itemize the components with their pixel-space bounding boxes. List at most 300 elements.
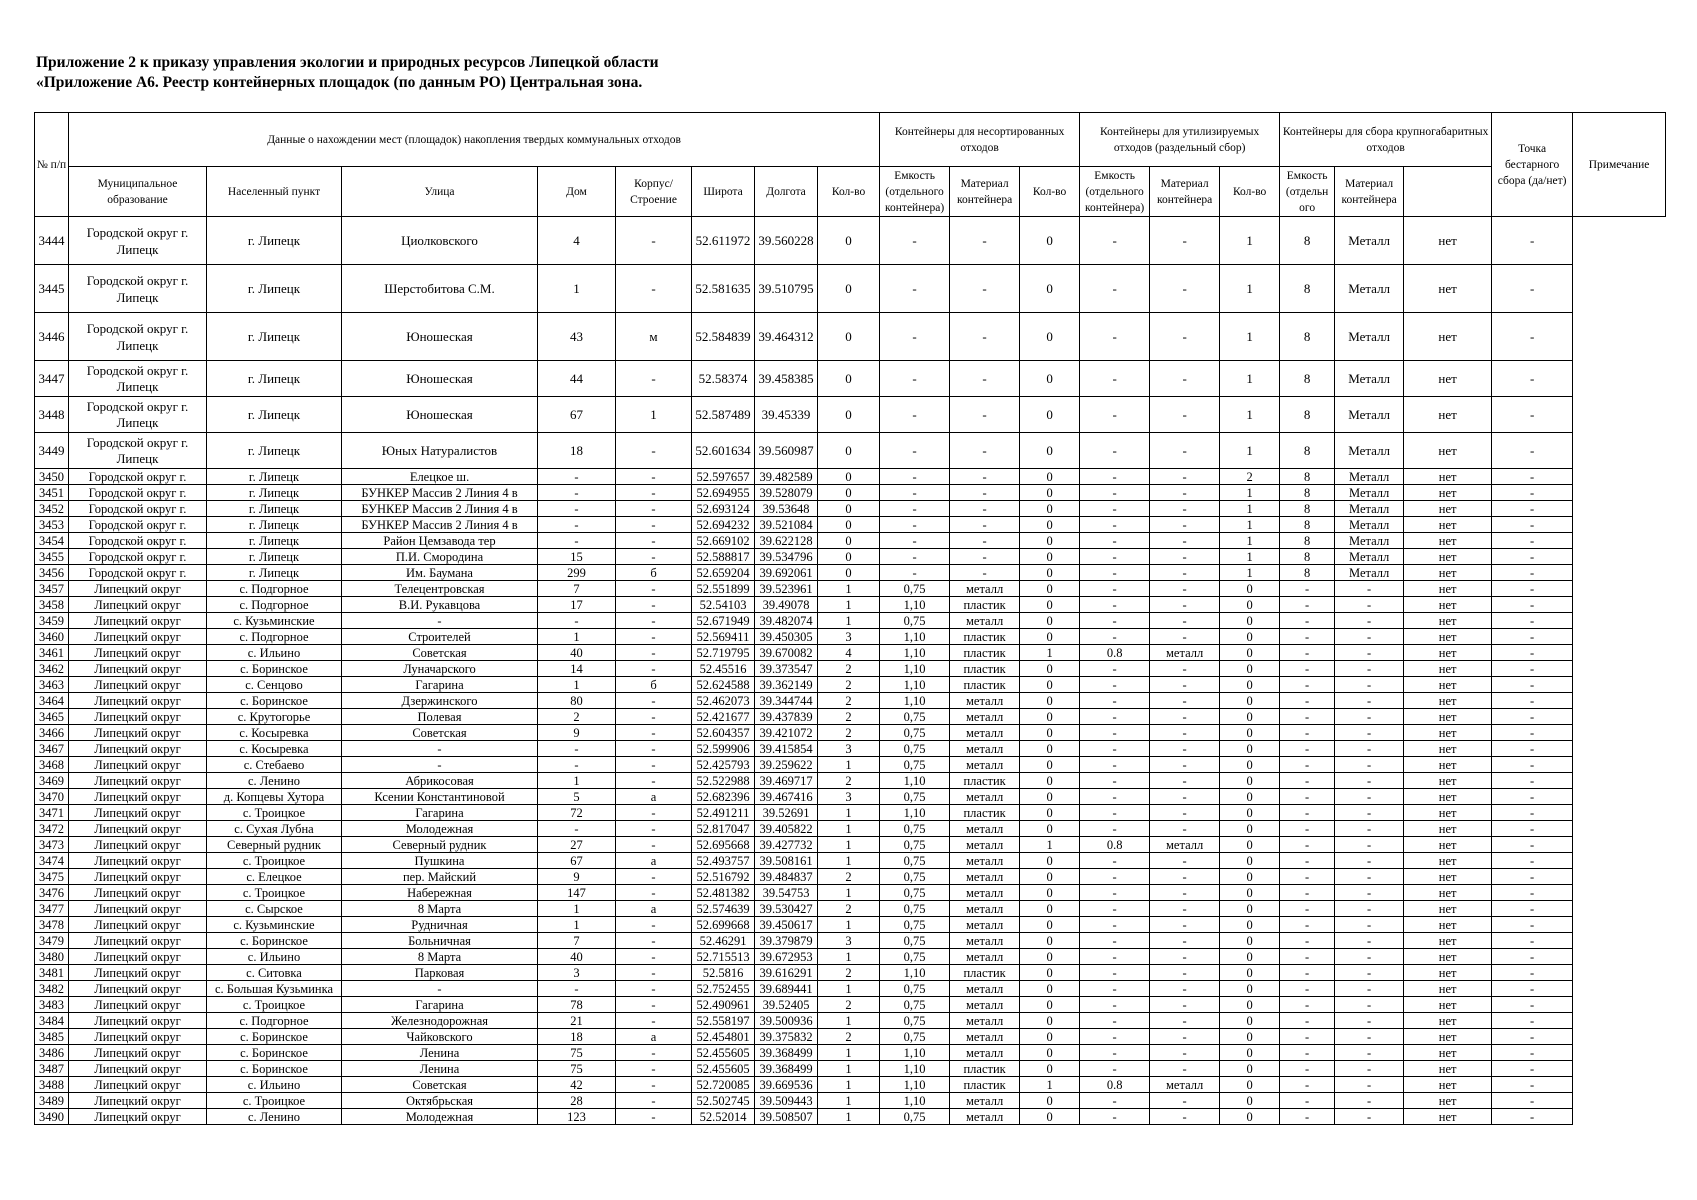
cell-bagless-point: нет: [1404, 821, 1492, 837]
cell-building: а: [616, 853, 692, 869]
cell-latitude: 52.719795: [692, 645, 755, 661]
cell-unsorted-capacity: -: [880, 469, 950, 485]
cell-recycle-material: -: [1150, 981, 1220, 997]
cell-row-num: 3472: [35, 821, 69, 837]
cell-bulky-qty: 1: [1220, 313, 1280, 361]
cell-bagless-point: нет: [1404, 741, 1492, 757]
cell-house: 40: [538, 645, 616, 661]
cell-bulky-qty: 1: [1220, 361, 1280, 397]
cell-bagless-point: нет: [1404, 597, 1492, 613]
cell-building: б: [616, 677, 692, 693]
cell-longitude: 39.52691: [755, 805, 818, 821]
cell-street: Полевая: [342, 709, 538, 725]
cell-building: -: [616, 1061, 692, 1077]
cell-recycle-capacity: -: [1080, 1093, 1150, 1109]
cell-municipality: Липецкий округ: [69, 997, 207, 1013]
cell-recycle-capacity: -: [1080, 997, 1150, 1013]
cell-recycle-capacity: -: [1080, 217, 1150, 265]
unsorted-material-header: Материал контейнера: [950, 167, 1020, 217]
cell-house: -: [538, 517, 616, 533]
cell-bulky-qty: 0: [1220, 581, 1280, 597]
cell-recycle-material: -: [1150, 661, 1220, 677]
cell-unsorted-qty: 0: [818, 501, 880, 517]
settlement-header: Населенный пункт: [207, 167, 342, 217]
cell-bulky-qty: 0: [1220, 645, 1280, 661]
cell-bulky-qty: 0: [1220, 741, 1280, 757]
cell-house: -: [538, 533, 616, 549]
cell-row-num: 3458: [35, 597, 69, 613]
cell-recycle-material: -: [1150, 1109, 1220, 1125]
cell-note: -: [1492, 709, 1573, 725]
cell-note: -: [1492, 1077, 1573, 1093]
cell-row-num: 3449: [35, 433, 69, 469]
cell-bagless-point: нет: [1404, 469, 1492, 485]
cell-bulky-material: Металл: [1335, 501, 1404, 517]
cell-house: 28: [538, 1093, 616, 1109]
cell-building: -: [616, 821, 692, 837]
cell-bulky-capacity: -: [1280, 757, 1335, 773]
cell-latitude: 52.454801: [692, 1029, 755, 1045]
cell-bulky-capacity: 8: [1280, 517, 1335, 533]
table-row: [35, 397, 1666, 433]
cell-unsorted-qty: 2: [818, 661, 880, 677]
cell-recycle-qty: 0: [1020, 741, 1080, 757]
cell-row-num: 3480: [35, 949, 69, 965]
cell-bagless-point: нет: [1404, 1077, 1492, 1093]
cell-bulky-material: -: [1335, 725, 1404, 741]
cell-recycle-qty: 0: [1020, 965, 1080, 981]
cell-row-num: 3476: [35, 885, 69, 901]
cell-bagless-point: нет: [1404, 837, 1492, 853]
lon-header: Долгота: [755, 167, 818, 217]
cell-unsorted-material: пластик: [950, 645, 1020, 661]
cell-latitude: 52.659204: [692, 565, 755, 581]
cell-municipality: Липецкий округ: [69, 725, 207, 741]
cell-settlement: г. Липецк: [207, 217, 342, 265]
cell-bulky-capacity: -: [1280, 597, 1335, 613]
cell-bulky-capacity: -: [1280, 805, 1335, 821]
cell-bulky-capacity: -: [1280, 581, 1335, 597]
cell-recycle-capacity: -: [1080, 933, 1150, 949]
cell-settlement: г. Липецк: [207, 469, 342, 485]
cell-note: -: [1492, 757, 1573, 773]
cell-recycle-qty: 0: [1020, 1045, 1080, 1061]
cell-recycle-material: -: [1150, 397, 1220, 433]
cell-recycle-capacity: -: [1080, 981, 1150, 997]
cell-bagless-point: нет: [1404, 517, 1492, 533]
cell-recycle-qty: 0: [1020, 217, 1080, 265]
cell-bulky-capacity: -: [1280, 901, 1335, 917]
cell-longitude: 39.521084: [755, 517, 818, 533]
cell-longitude: 39.670082: [755, 645, 818, 661]
cell-note: -: [1492, 741, 1573, 757]
cell-recycle-material: -: [1150, 1029, 1220, 1045]
cell-bagless-point: нет: [1404, 709, 1492, 725]
cell-bulky-material: -: [1335, 997, 1404, 1013]
table-row: [35, 677, 1666, 693]
cell-bulky-capacity: -: [1280, 981, 1335, 997]
cell-bulky-material: -: [1335, 981, 1404, 997]
cell-unsorted-qty: 1: [818, 917, 880, 933]
table-header: [35, 113, 1666, 217]
cell-unsorted-qty: 1: [818, 613, 880, 629]
location-group-header: Данные о нахождении мест (площадок) накопления твердых коммунальных отходов: [69, 113, 880, 167]
cell-bagless-point: нет: [1404, 693, 1492, 709]
note-header: Примечание: [1573, 113, 1666, 217]
unsorted-group-header: Контейнеры для несортированных отходов: [880, 113, 1080, 167]
cell-bulky-qty: 0: [1220, 629, 1280, 645]
recycle-group-header: Контейнеры для утилизируемых отходов (раздельный сбор): [1080, 113, 1280, 167]
cell-note: -: [1492, 1093, 1573, 1109]
cell-latitude: 52.671949: [692, 613, 755, 629]
cell-bulky-material: -: [1335, 597, 1404, 613]
cell-street: Рудничная: [342, 917, 538, 933]
cell-unsorted-material: металл: [950, 693, 1020, 709]
cell-recycle-qty: 0: [1020, 433, 1080, 469]
cell-unsorted-qty: 1: [818, 1013, 880, 1029]
cell-municipality: Городской округ г.: [69, 533, 207, 549]
cell-unsorted-qty: 2: [818, 997, 880, 1013]
cell-recycle-qty: 0: [1020, 1029, 1080, 1045]
cell-note: -: [1492, 1045, 1573, 1061]
cell-municipality: Липецкий округ: [69, 853, 207, 869]
col-num-header: № п/п: [35, 113, 69, 217]
cell-unsorted-qty: 2: [818, 773, 880, 789]
cell-bulky-capacity: -: [1280, 645, 1335, 661]
cell-unsorted-qty: 1: [818, 1045, 880, 1061]
cell-settlement: с. Боринское: [207, 661, 342, 677]
cell-bagless-point: нет: [1404, 1029, 1492, 1045]
cell-bulky-qty: 1: [1220, 485, 1280, 501]
cell-settlement: г. Липецк: [207, 265, 342, 313]
cell-row-num: 3456: [35, 565, 69, 581]
cell-recycle-capacity: -: [1080, 949, 1150, 965]
cell-latitude: 52.58374: [692, 361, 755, 397]
cell-recycle-qty: 0: [1020, 757, 1080, 773]
cell-unsorted-capacity: -: [880, 501, 950, 517]
cell-recycle-qty: 0: [1020, 821, 1080, 837]
cell-bulky-material: -: [1335, 805, 1404, 821]
cell-unsorted-capacity: -: [880, 217, 950, 265]
cell-house: -: [538, 757, 616, 773]
cell-latitude: 52.581635: [692, 265, 755, 313]
cell-recycle-qty: 0: [1020, 1093, 1080, 1109]
cell-municipality: Липецкий округ: [69, 933, 207, 949]
cell-note: -: [1492, 645, 1573, 661]
cell-row-num: 3478: [35, 917, 69, 933]
cell-unsorted-capacity: 0,75: [880, 725, 950, 741]
cell-note: -: [1492, 549, 1573, 565]
cell-street: Гагарина: [342, 677, 538, 693]
cell-row-num: 3461: [35, 645, 69, 661]
cell-unsorted-material: пластик: [950, 773, 1020, 789]
cell-bulky-qty: 0: [1220, 805, 1280, 821]
cell-unsorted-capacity: -: [880, 433, 950, 469]
cell-house: -: [538, 469, 616, 485]
cell-recycle-capacity: -: [1080, 917, 1150, 933]
table-row: [35, 933, 1666, 949]
cell-settlement: с. Крутогорье: [207, 709, 342, 725]
cell-unsorted-capacity: 0,75: [880, 581, 950, 597]
cell-bulky-material: -: [1335, 821, 1404, 837]
cell-bulky-material: Металл: [1335, 565, 1404, 581]
cell-row-num: 3465: [35, 709, 69, 725]
cell-municipality: Городской округ г.: [69, 469, 207, 485]
cell-unsorted-material: металл: [950, 949, 1020, 965]
cell-bagless-point: нет: [1404, 613, 1492, 629]
cell-row-num: 3451: [35, 485, 69, 501]
cell-latitude: 52.720085: [692, 1077, 755, 1093]
cell-recycle-material: -: [1150, 549, 1220, 565]
cell-recycle-qty: 0: [1020, 773, 1080, 789]
cell-unsorted-material: металл: [950, 1013, 1020, 1029]
cell-unsorted-capacity: 1,10: [880, 597, 950, 613]
cell-street: В.И. Рукавцова: [342, 597, 538, 613]
cell-street: Луначарского: [342, 661, 538, 677]
cell-bulky-material: -: [1335, 709, 1404, 725]
cell-note: -: [1492, 533, 1573, 549]
cell-bulky-material: -: [1335, 949, 1404, 965]
cell-recycle-capacity: -: [1080, 397, 1150, 433]
cell-recycle-material: -: [1150, 789, 1220, 805]
cell-house: 67: [538, 853, 616, 869]
cell-longitude: 39.669536: [755, 1077, 818, 1093]
cell-unsorted-capacity: 1,10: [880, 677, 950, 693]
cell-bulky-material: Металл: [1335, 469, 1404, 485]
cell-row-num: 3484: [35, 1013, 69, 1029]
cell-municipality: Липецкий округ: [69, 677, 207, 693]
cell-recycle-capacity: 0.8: [1080, 1077, 1150, 1093]
cell-unsorted-qty: 1: [818, 581, 880, 597]
cell-row-num: 3477: [35, 901, 69, 917]
cell-unsorted-qty: 2: [818, 1029, 880, 1045]
cell-settlement: г. Липецк: [207, 517, 342, 533]
cell-house: 75: [538, 1045, 616, 1061]
cell-street: Дзержинского: [342, 693, 538, 709]
cell-unsorted-capacity: 0,75: [880, 949, 950, 965]
cell-row-num: 3470: [35, 789, 69, 805]
cell-note: -: [1492, 597, 1573, 613]
cell-settlement: с. Сухая Лубна: [207, 821, 342, 837]
cell-latitude: 52.694955: [692, 485, 755, 501]
cell-bulky-qty: 0: [1220, 853, 1280, 869]
cell-bulky-material: Металл: [1335, 313, 1404, 361]
cell-longitude: 39.368499: [755, 1061, 818, 1077]
cell-municipality: Липецкий округ: [69, 757, 207, 773]
cell-bulky-material: -: [1335, 645, 1404, 661]
cell-unsorted-capacity: -: [880, 397, 950, 433]
cell-bulky-qty: 0: [1220, 757, 1280, 773]
document-title: [36, 53, 659, 93]
cell-note: -: [1492, 901, 1573, 917]
cell-bagless-point: нет: [1404, 965, 1492, 981]
cell-longitude: 39.484837: [755, 869, 818, 885]
cell-latitude: 52.669102: [692, 533, 755, 549]
cell-bulky-qty: 0: [1220, 837, 1280, 853]
table-row: [35, 1077, 1666, 1093]
cell-unsorted-qty: 3: [818, 933, 880, 949]
cell-settlement: с. Троицкое: [207, 885, 342, 901]
cell-recycle-capacity: -: [1080, 725, 1150, 741]
cell-unsorted-material: пластик: [950, 805, 1020, 821]
cell-street: Юношеская: [342, 397, 538, 433]
cell-note: -: [1492, 837, 1573, 853]
table-row: [35, 217, 1666, 265]
table-row: [35, 565, 1666, 581]
cell-latitude: 52.611972: [692, 217, 755, 265]
unsorted-capacity-header: Емкость (отдельного контейнера): [880, 167, 950, 217]
cell-house: 3: [538, 965, 616, 981]
cell-street: -: [342, 613, 538, 629]
cell-bulky-qty: 0: [1220, 725, 1280, 741]
cell-bulky-material: -: [1335, 1077, 1404, 1093]
cell-longitude: 39.427732: [755, 837, 818, 853]
cell-bulky-qty: 0: [1220, 1045, 1280, 1061]
cell-recycle-qty: 0: [1020, 693, 1080, 709]
cell-municipality: Липецкий округ: [69, 789, 207, 805]
cell-bulky-capacity: -: [1280, 1077, 1335, 1093]
cell-building: а: [616, 901, 692, 917]
cell-building: -: [616, 629, 692, 645]
recycle-capacity-header: Емкость (отдельного контейнера): [1080, 167, 1150, 217]
container-sites-register-table: [34, 112, 1666, 1125]
cell-street: Железнодорожная: [342, 1013, 538, 1029]
cell-bulky-material: Металл: [1335, 361, 1404, 397]
table-body: [35, 217, 1666, 1125]
cell-row-num: 3481: [35, 965, 69, 981]
cell-recycle-material: -: [1150, 757, 1220, 773]
cell-settlement: с. Боринское: [207, 1061, 342, 1077]
cell-longitude: 39.373547: [755, 661, 818, 677]
cell-latitude: 52.574639: [692, 901, 755, 917]
cell-recycle-material: -: [1150, 581, 1220, 597]
cell-bulky-material: -: [1335, 1109, 1404, 1125]
cell-longitude: 39.362149: [755, 677, 818, 693]
cell-bulky-capacity: -: [1280, 885, 1335, 901]
cell-unsorted-capacity: 0,75: [880, 709, 950, 725]
cell-longitude: 39.616291: [755, 965, 818, 981]
cell-unsorted-qty: 1: [818, 1093, 880, 1109]
cell-unsorted-capacity: 1,10: [880, 645, 950, 661]
cell-settlement: г. Липецк: [207, 501, 342, 517]
cell-settlement: Северный рудник: [207, 837, 342, 853]
table-row: [35, 469, 1666, 485]
cell-unsorted-capacity: 1,10: [880, 1061, 950, 1077]
cell-unsorted-capacity: 1,10: [880, 805, 950, 821]
cell-bulky-capacity: -: [1280, 773, 1335, 789]
cell-bulky-qty: 0: [1220, 949, 1280, 965]
cell-unsorted-capacity: 0,75: [880, 853, 950, 869]
cell-bulky-qty: 1: [1220, 549, 1280, 565]
cell-row-num: 3454: [35, 533, 69, 549]
cell-unsorted-material: металл: [950, 709, 1020, 725]
cell-house: 15: [538, 549, 616, 565]
cell-recycle-material: -: [1150, 469, 1220, 485]
cell-bagless-point: нет: [1404, 949, 1492, 965]
cell-longitude: 39.508161: [755, 853, 818, 869]
cell-unsorted-capacity: 0,75: [880, 981, 950, 997]
cell-latitude: 52.601634: [692, 433, 755, 469]
cell-recycle-qty: 0: [1020, 397, 1080, 433]
cell-unsorted-material: металл: [950, 869, 1020, 885]
cell-bulky-qty: 0: [1220, 933, 1280, 949]
table-row: [35, 661, 1666, 677]
cell-row-num: 3486: [35, 1045, 69, 1061]
cell-street: Юношеская: [342, 361, 538, 397]
cell-unsorted-material: пластик: [950, 1077, 1020, 1093]
bulky-capacity-header: Емкость (отдельн ого: [1280, 167, 1335, 217]
cell-house: 67: [538, 397, 616, 433]
cell-building: -: [616, 933, 692, 949]
cell-settlement: с. Ленино: [207, 773, 342, 789]
building-header: Корпус/ Строение: [616, 167, 692, 217]
cell-row-num: 3444: [35, 217, 69, 265]
cell-note: -: [1492, 1061, 1573, 1077]
cell-longitude: 39.437839: [755, 709, 818, 725]
cell-unsorted-material: металл: [950, 1093, 1020, 1109]
cell-bulky-material: Металл: [1335, 549, 1404, 565]
cell-municipality: Липецкий округ: [69, 613, 207, 629]
cell-house: 9: [538, 869, 616, 885]
cell-municipality: Городской округ г. Липецк: [69, 265, 207, 313]
cell-street: Им. Баумана: [342, 565, 538, 581]
cell-recycle-material: -: [1150, 853, 1220, 869]
cell-bulky-material: -: [1335, 1093, 1404, 1109]
cell-bulky-material: Металл: [1335, 533, 1404, 549]
cell-latitude: 52.682396: [692, 789, 755, 805]
table-row: [35, 901, 1666, 917]
cell-bulky-capacity: 8: [1280, 501, 1335, 517]
table-row: [35, 549, 1666, 565]
table-row: [35, 965, 1666, 981]
cell-recycle-capacity: -: [1080, 661, 1150, 677]
cell-unsorted-material: металл: [950, 725, 1020, 741]
table-row: [35, 501, 1666, 517]
cell-recycle-capacity: -: [1080, 789, 1150, 805]
cell-latitude: 52.491211: [692, 805, 755, 821]
cell-bagless-point: нет: [1404, 581, 1492, 597]
cell-street: Строителей: [342, 629, 538, 645]
cell-bulky-qty: 0: [1220, 661, 1280, 677]
cell-building: -: [616, 949, 692, 965]
cell-recycle-material: -: [1150, 885, 1220, 901]
cell-unsorted-material: пластик: [950, 1061, 1020, 1077]
cell-municipality: Липецкий округ: [69, 581, 207, 597]
cell-recycle-qty: 0: [1020, 949, 1080, 965]
cell-bulky-capacity: -: [1280, 661, 1335, 677]
cell-unsorted-material: -: [950, 485, 1020, 501]
cell-longitude: 39.464312: [755, 313, 818, 361]
cell-note: -: [1492, 805, 1573, 821]
cell-note: -: [1492, 933, 1573, 949]
cell-longitude: 39.368499: [755, 1045, 818, 1061]
cell-unsorted-qty: 2: [818, 869, 880, 885]
cell-house: 5: [538, 789, 616, 805]
cell-unsorted-capacity: 1,10: [880, 1077, 950, 1093]
cell-bagless-point: нет: [1404, 313, 1492, 361]
cell-bulky-capacity: 8: [1280, 469, 1335, 485]
cell-street: Чайковского: [342, 1029, 538, 1045]
cell-recycle-capacity: 0.8: [1080, 645, 1150, 661]
cell-recycle-qty: 0: [1020, 629, 1080, 645]
cell-recycle-capacity: 0.8: [1080, 837, 1150, 853]
municipality-header: Муниципальное образование: [69, 167, 207, 217]
cell-settlement: г. Липецк: [207, 485, 342, 501]
cell-unsorted-capacity: 0,75: [880, 789, 950, 805]
cell-unsorted-capacity: 1,10: [880, 629, 950, 645]
cell-municipality: Липецкий округ: [69, 1077, 207, 1093]
cell-recycle-capacity: -: [1080, 565, 1150, 581]
